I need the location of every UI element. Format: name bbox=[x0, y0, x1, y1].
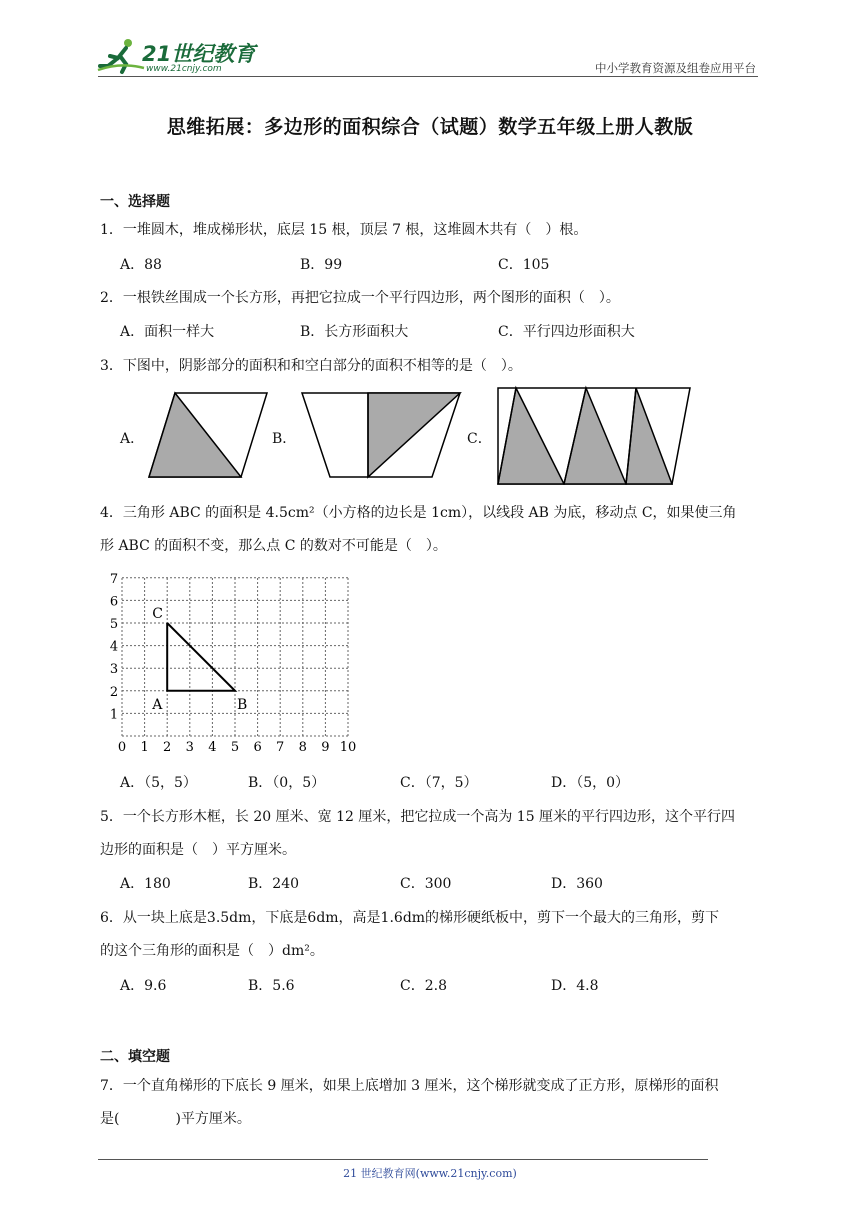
question-5-line1: 5．一个长方形木框，长 20 厘米、宽 12 厘米，把它拉成一个高为 15 厘米的平行四边形，这个平行四 bbox=[100, 809, 736, 825]
question-4-line2: 形 ABC 的面积不变，那么点 C 的数对不可能是（ ）。 bbox=[100, 538, 447, 554]
q2-option-b: B．长方形面积大 bbox=[300, 324, 409, 340]
section-heading-choice: 一、选择题 bbox=[100, 194, 170, 210]
q3-figure-a bbox=[145, 386, 275, 482]
header-divider bbox=[98, 76, 758, 77]
question-6-line2: 的这个三角形的面积是（ ）dm²。 bbox=[100, 943, 324, 959]
q3-label-a: A． bbox=[120, 431, 145, 447]
q6-option-b: B．5.6 bbox=[248, 978, 295, 994]
point-label-a: A bbox=[152, 696, 163, 713]
q5-option-b: B．240 bbox=[248, 876, 300, 892]
q1-option-c: C．105 bbox=[498, 257, 550, 273]
x-tick-label: 7 bbox=[276, 740, 285, 755]
y-tick-label: 4 bbox=[109, 639, 119, 655]
x-tick-label: 2 bbox=[163, 740, 172, 755]
q4-option-d: D．（5，0） bbox=[551, 775, 630, 791]
q5-option-d: D．360 bbox=[551, 876, 603, 892]
y-tick-label: 1 bbox=[109, 707, 119, 723]
q5-option-c: C．300 bbox=[400, 876, 452, 892]
y-tick-label: 3 bbox=[109, 662, 119, 678]
question-7-line1: 7．一个直角梯形的下底长 9 厘米，如果上底增加 3 厘米，这个梯形就变成了正方形，原梯形的面积 bbox=[100, 1078, 719, 1094]
q6-option-d: D．4.8 bbox=[551, 978, 599, 994]
logo bbox=[96, 36, 256, 76]
y-tick-label: 2 bbox=[109, 684, 119, 700]
q3-label-b: B． bbox=[272, 431, 297, 447]
q4-option-c: C．（7，5） bbox=[400, 775, 478, 791]
x-tick-label: 6 bbox=[253, 740, 262, 755]
section-heading-fill: 二、填空题 bbox=[100, 1049, 170, 1065]
footer-text: 21 世纪教育网(www.21cnjy.com) bbox=[343, 1167, 517, 1180]
q4-coordinate-grid bbox=[102, 566, 372, 756]
question-2: 2．一根铁丝围成一个长方形，再把它拉成一个平行四边形，两个图形的面积（ ）。 bbox=[100, 290, 620, 306]
q1-option-b: B．99 bbox=[300, 257, 343, 273]
x-tick-label: 3 bbox=[185, 740, 194, 755]
x-tick-label: 0 bbox=[117, 740, 127, 755]
footer-divider bbox=[98, 1159, 708, 1160]
q4-option-a: A．（5，5） bbox=[120, 775, 197, 791]
q1-option-a: A．88 bbox=[120, 257, 162, 273]
question-6-line1: 6．从一块上底是3.5dm，下底是6dm，高是1.6dm的梯形硬纸板中，剪下一个最大的三角形，剪下 bbox=[100, 910, 720, 926]
question-7-line2: 是( )平方厘米。 bbox=[100, 1111, 251, 1127]
q6-option-c: C．2.8 bbox=[400, 978, 447, 994]
x-tick-label: 10 bbox=[339, 740, 357, 755]
point-label-b: B bbox=[237, 696, 248, 713]
q5-option-a: A．180 bbox=[120, 876, 171, 892]
runner-logo-icon bbox=[96, 36, 146, 76]
page-title: 思维拓展：多边形的面积综合（试题）数学五年级上册人教版 bbox=[166, 116, 694, 138]
logo-url-text: www.21cnjy.com bbox=[146, 64, 222, 74]
x-tick-label: 8 bbox=[298, 740, 307, 755]
x-tick-label: 4 bbox=[208, 740, 217, 755]
q4-option-b: B．（0，5） bbox=[248, 775, 326, 791]
question-1: 1．一堆圆木，堆成梯形状，底层 15 根，顶层 7 根，这堆圆木共有（ ）根。 bbox=[100, 222, 588, 238]
question-5-line2: 边形的面积是（ ）平方厘米。 bbox=[100, 842, 296, 858]
question-4-line1: 4．三角形 ABC 的面积是 4.5cm²（小方格的边长是 1cm），以线段 AB 为底，移动点 C，如果使三角 bbox=[100, 505, 737, 521]
q6-option-a: A．9.6 bbox=[120, 978, 167, 994]
y-tick-label: 5 bbox=[109, 617, 119, 632]
q3-label-c: C． bbox=[467, 431, 492, 447]
x-tick-label: 9 bbox=[321, 740, 330, 755]
q2-option-c: C．平行四边形面积大 bbox=[498, 324, 635, 340]
y-tick-label: 7 bbox=[109, 571, 119, 587]
q3-figure-b bbox=[298, 386, 463, 482]
x-tick-label: 5 bbox=[230, 740, 240, 755]
logo-main-text: 21世纪教育 bbox=[142, 42, 256, 66]
platform-name: 中小学教育资源及组卷应用平台 bbox=[595, 61, 756, 75]
triangle-abc bbox=[167, 623, 235, 691]
q3-figure-c bbox=[494, 384, 694, 488]
point-label-c: C bbox=[152, 606, 163, 622]
y-tick-label: 6 bbox=[109, 594, 119, 610]
q2-option-a: A．面积一样大 bbox=[120, 324, 215, 340]
x-tick-label: 1 bbox=[140, 740, 149, 755]
question-3: 3．下图中，阴影部分的面积和和空白部分的面积不相等的是（ ）。 bbox=[100, 358, 522, 374]
